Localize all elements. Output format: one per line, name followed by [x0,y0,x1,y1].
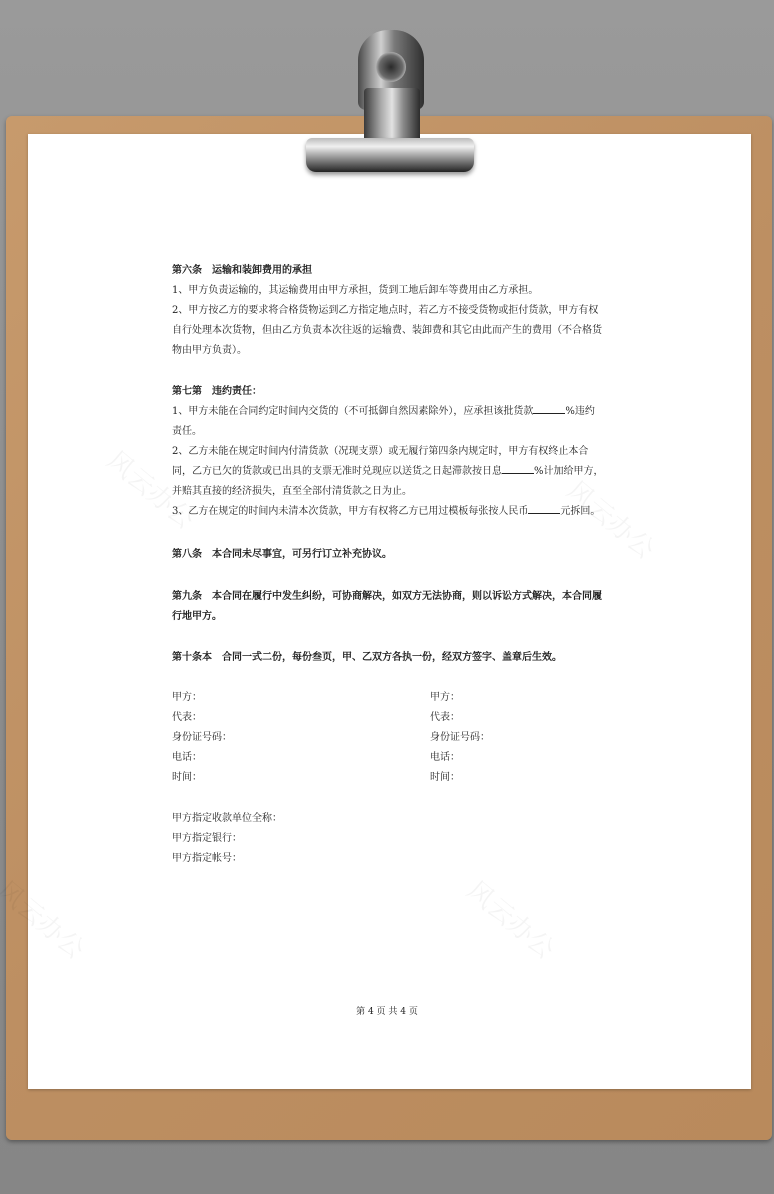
clip-body [364,88,420,142]
signature-block-right [430,688,490,788]
sign-field: 电话： [172,752,202,763]
blank-field [528,502,560,514]
article-7-line-2 [172,442,604,502]
bank-info [172,809,282,869]
article-6 [172,261,604,361]
sign-field: 甲方： [430,692,460,703]
page-footer: 第 4 页 共 4 页 [356,1007,418,1017]
sign-field: 甲方： [172,692,202,703]
article-7-title: 第七第 违约责任： [172,386,262,397]
article-7-line-2-a: 2、乙方未能在规定时间内付清货款（况现支票）或无履行第四条内规定时，甲方有权终止本合同，乙方已欠的货款或已出具的支票无准时兑现应以送货之日起滞款按日息 [172,446,589,477]
sign-field: 身份证号码： [172,732,232,743]
article-7-line-2-b: %计加给甲方，并赔其直接的经济损失，直至全部付清货款之日为止。 [172,466,604,497]
article-6-line-2: 2、甲方按乙方的要求将合格货物运到乙方指定地点时，若乙方不接受货物或拒付货款，甲方有权自行处理本次货物，但由乙方负责本次往返的运输费、装卸费和其它由此而产生的费用（不合格货物由甲方负责）。 [172,305,602,356]
article-6-title: 第六条 运输和装卸费用的承担 [172,265,312,276]
article-9: 第九条 本合同在履行中发生纠纷，可协商解决，如双方无法协商，则以诉讼方式解决，本合同履行地甲方。 [172,591,602,622]
article-7 [172,382,604,522]
article-7-line-1-b: %违约责任。 [172,406,595,437]
article-8: 第八条 本合同未尽事宜，可另行订立补充协议。 [172,549,392,560]
signature-block-left [172,688,232,788]
article-7-line-1-a: 1、甲方未能在合同约定时间内交货的（不可抵御自然因素除外），应承担该批货款 [172,406,534,417]
article-7-line-3-b: 元拆回。 [560,506,601,517]
sign-field: 时间： [430,772,460,783]
sign-field: 身份证号码： [430,732,490,743]
sign-field: 代表： [172,712,202,723]
article-10: 第十条本 合同一式二份，每份叁页，甲、乙双方各执一份，经双方签字、盖章后生效。 [172,652,562,663]
article-7-line-3 [172,502,604,522]
sign-field: 电话： [430,752,460,763]
sign-field: 时间： [172,772,202,783]
clip-hole [376,52,406,82]
blank-field [502,462,534,474]
article-6-line-1: 1、甲方负责运输的，其运输费用由甲方承担，货到工地后卸车等费用由乙方承担。 [172,285,539,296]
bank-field: 甲方指定帐号： [172,853,242,864]
bank-field: 甲方指定收款单位全称： [172,813,282,824]
article-7-line-1 [172,402,604,442]
article-7-line-3-a: 3、乙方在规定的时间内未清本次货款，甲方有权将乙方已用过模板每张按人民币 [172,506,529,517]
blank-field [533,402,565,414]
sign-field: 代表： [430,712,460,723]
bank-field: 甲方指定银行： [172,833,242,844]
clip-base [306,138,474,172]
